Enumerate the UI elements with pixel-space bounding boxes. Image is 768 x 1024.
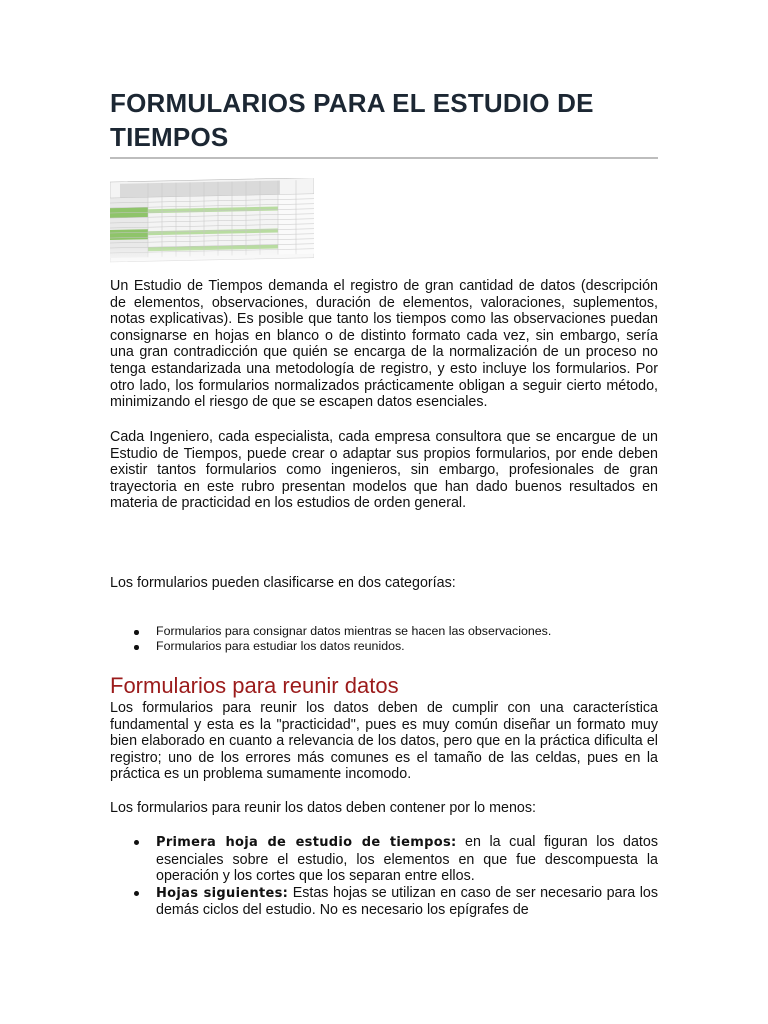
list-item-text: Estas hojas se utilizan en caso de ser necesario para los demás ciclos del estudio. No es necesario los epígrafes de [156, 884, 658, 919]
title-divider [110, 157, 658, 159]
spreadsheet-form-image [110, 178, 314, 270]
intro-paragraph-2: Cada Ingeniero, cada especialista, cada empresa consultora que se encargue de un Estudio de Tiempos, puede crear o adaptar sus propios formularios, por ende deben existir tantos formularios como ingenieros, sin embargo, profesionales de gran trayectoria en este rubro presentan modelos que han dado buenos resultados en materia de practicidad en los estudios de orden general. [110, 429, 658, 512]
section-heading: Formularios para reunir datos [110, 673, 399, 698]
categories-intro: Los formularios pueden clasificarse en dos categorías: [110, 575, 456, 591]
intro-paragraph: Un Estudio de Tiempos demanda el registro de gran cantidad de datos (descripción de elementos, observaciones, duración de elementos, valoraciones, suplementos, notas explicativas). Es posible que tanto los tiempos como las observaciones puedan consignarse en hojas en blanco o de distinto formato cada vez, sin embargo, sería una gran contradicción que quién se encarga de la normalización de un proceso no tenga estandarizada una metodología de registro, y esto incluye los formularios. Por otro lado, los formularios normalizados prácticamente obligan a seguir cierto método, minimizando el riesgo de que se escapen datos esenciales. [110, 278, 658, 411]
minimum-list [110, 834, 658, 919]
minimum-intro: Los formularios para reunir los datos deben contener por lo menos: [110, 800, 536, 816]
list-item-text: en la cual figuran los datos esenciales sobre el estudio, los elementos en que fue descompuesta la operación y los cortes que los separan entre ellos. [156, 834, 658, 885]
list-item: Formularios para estudiar los datos reunidos. [110, 639, 658, 654]
document-title: FORMULARIOS PARA EL ESTUDIO DE TIEMPOS [110, 88, 594, 152]
list-item [110, 885, 658, 919]
list-item-term: Primera hoja de estudio de tiempos: [156, 835, 457, 850]
list-item-term: Hojas siguientes: [156, 885, 289, 901]
categories-list [110, 624, 658, 654]
section-paragraph: Los formularios para reunir los datos deben de cumplir con una característica fundamental y esta es la "practicidad", pues es muy común diseñar un formato muy bien elaborado en cuanto a relevancia de los datos, pero que en la práctica dificulta el registro; uno de los errores más comunes es el tamaño de las celdas, pues en la práctica es un problema sumamente incomodo. [110, 700, 658, 783]
list-item [110, 834, 658, 885]
list-item: Formularios para consignar datos mientras se hacen las observaciones. [110, 624, 658, 639]
